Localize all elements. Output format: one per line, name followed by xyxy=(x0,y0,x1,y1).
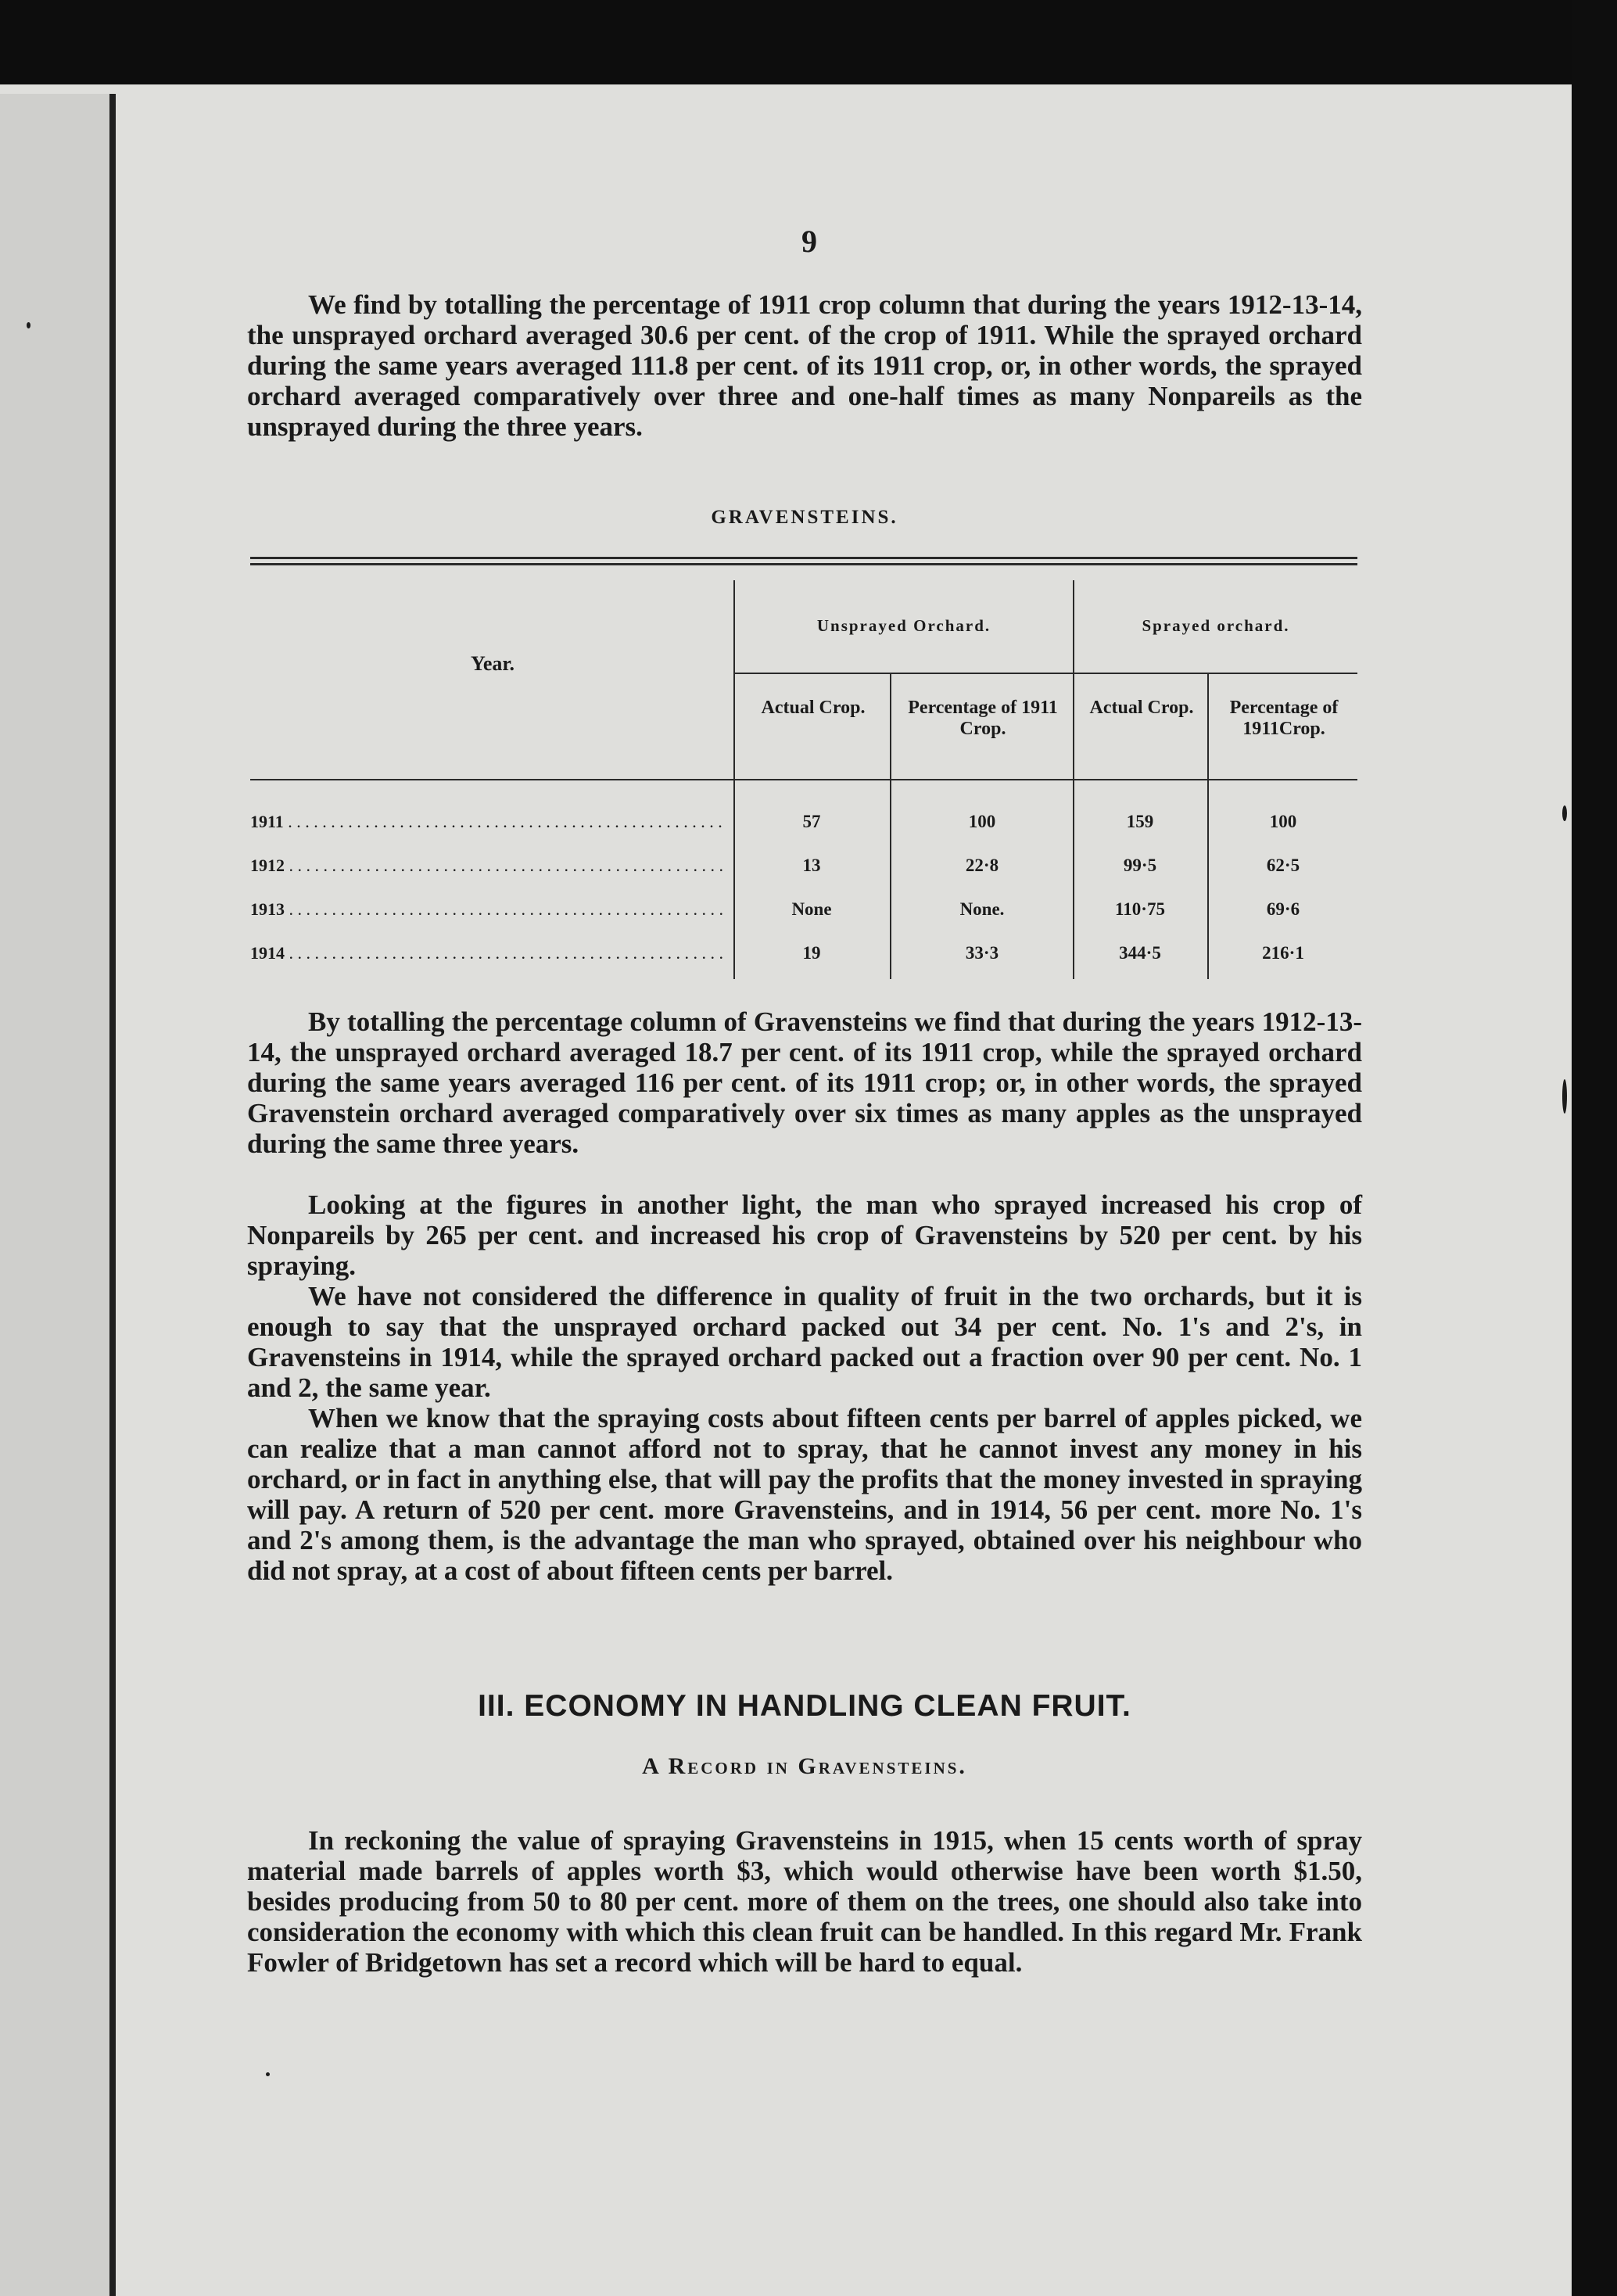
group-header-rule xyxy=(735,673,1357,674)
cell-1912-sprayed-pct: 62·5 xyxy=(1266,856,1300,875)
scan-speck xyxy=(1562,805,1567,821)
unsprayed-percentage-header: Percentage of 1911 Crop. xyxy=(908,698,1058,739)
section-subheading: A Record in Gravensteins. xyxy=(642,1753,967,1779)
cell-1914-sprayed-actual: 344·5 xyxy=(1119,943,1161,963)
sprayed-percentage-header: Percentage of 1911Crop. xyxy=(1229,698,1339,739)
page-fold-line xyxy=(109,94,116,2296)
year-header: Year. xyxy=(470,652,515,675)
cell-1911-unsprayed-pct: 100 xyxy=(968,812,996,831)
row-year-1913: 1913 . . . xyxy=(250,899,727,920)
cell-1911-sprayed-actual: 159 xyxy=(1126,812,1154,831)
paragraph-quality: We have not considered the difference in quality of fruit in the two orchards, but it is enough to say that the unsprayed orchard packed out 34 per cent. No. 1's and 2's, in Gravensteins in 1914, while the sprayed orchard packed out a fraction over 90 per cent. No. 1 and 2, the same year. xyxy=(247,1281,1362,1403)
row-year-1914: 1914 . . . xyxy=(250,943,727,963)
unsprayed-orchard-header: Unsprayed Orchard. xyxy=(816,616,991,635)
paragraph-spraying-cost: When we know that the spraying costs about fifteen cents per barrel of apples picked, we can realize that a man cannot afford not to spray, that he cannot invest any money in his orchard, or in fact in anything else, that will pay the profits that the money invested in spraying will pay. A return of 520 per cent. more Gravensteins, and in 1914, 56 per cent. more No. 1's and 2's among them, is the advantage the man who sprayed, obtained over his neighbour who did not spray, at a cost of about fifteen cents per barrel. xyxy=(247,1403,1362,1586)
cell-1913-sprayed-actual: 110·75 xyxy=(1115,899,1165,919)
section-heading: III. ECONOMY IN HANDLING CLEAN FRUIT. xyxy=(478,1689,1131,1723)
adjacent-page-edge xyxy=(0,94,109,2296)
paragraph-gravensteins-summary: By totalling the percentage column of Gravensteins we find that during the years 1912-13-14, the unsprayed orchard averaged 18.7 per cent. of its 1911 crop, while the sprayed orchard during the same years averaged 116 per cent. of its 1911 crop; or, in other words, the sprayed Gravenstein orchard averaged comparatively over six times as many apples as the unsprayed during the same three years. xyxy=(247,1006,1362,1159)
gravensteins-table xyxy=(250,557,1357,979)
cell-1914-unsprayed-pct: 33·3 xyxy=(965,943,999,963)
sprayed-orchard-header: Sprayed orchard. xyxy=(1142,616,1290,635)
cell-1911-unsprayed-actual: 57 xyxy=(802,812,821,831)
paragraph-another-light: Looking at the figures in another light, the man who sprayed increased his crop of Nonpareils by 265 per cent. and increased his crop of Gravensteins by 520 per cent. by his spraying. xyxy=(247,1189,1362,1281)
scan-speck xyxy=(266,2072,270,2076)
cell-1911-sprayed-pct: 100 xyxy=(1269,812,1297,831)
scan-speck xyxy=(27,322,30,328)
sprayed-actual-crop-header: Actual Crop. xyxy=(1089,698,1194,718)
scan-right-border xyxy=(1572,0,1617,2296)
page-number: 9 xyxy=(801,224,817,259)
scan-speck xyxy=(1562,1079,1567,1114)
row-year-1911: 1911 . . . xyxy=(250,812,727,832)
cell-1914-sprayed-pct: 216·1 xyxy=(1262,943,1304,963)
table-top-rule xyxy=(250,557,1357,559)
cell-1913-sprayed-pct: 69·6 xyxy=(1266,899,1300,919)
paragraph-nonpareils-summary: We find by totalling the percentage of 1911 crop column that during the years 1912-13-14, the unsprayed orchard averaged 30.6 per cent. of the crop of 1911. While the sprayed orchard during the same years averaged 111.8 per cent. of its 1911 crop, or, in other words, the sprayed orchard averaged comparatively over three and one-half times as many Nonpareils as the unsprayed during the three years. xyxy=(247,289,1362,442)
table-top-rule-2 xyxy=(250,563,1357,565)
row-year-1912: 1912 . . . xyxy=(250,856,727,876)
table-caption: GRAVENSTEINS. xyxy=(711,507,898,528)
paragraph-economy: In reckoning the value of spraying Gravensteins in 1915, when 15 cents worth of spray material made barrels of apples worth $3, which would otherwise have been worth $1.50, besides producing from 50 to 80 per cent. more of them on the trees, one should also take into consideration the economy with which this clean fruit can be handled. In this regard Mr. Frank Fowler of Bridgetown has set a record which will be hard to equal. xyxy=(247,1825,1362,1978)
cell-1914-unsprayed-actual: 19 xyxy=(802,943,821,963)
scan-top-border xyxy=(0,0,1617,94)
cell-1913-unsprayed-actual: None xyxy=(791,899,832,919)
header-bottom-rule xyxy=(250,779,1357,780)
cell-1912-unsprayed-pct: 22·8 xyxy=(965,856,999,875)
cell-1912-sprayed-actual: 99·5 xyxy=(1123,856,1157,875)
cell-1912-unsprayed-actual: 13 xyxy=(802,856,821,875)
cell-1913-unsprayed-pct: None. xyxy=(959,899,1005,919)
unsprayed-actual-crop-header: Actual Crop. xyxy=(761,698,866,718)
